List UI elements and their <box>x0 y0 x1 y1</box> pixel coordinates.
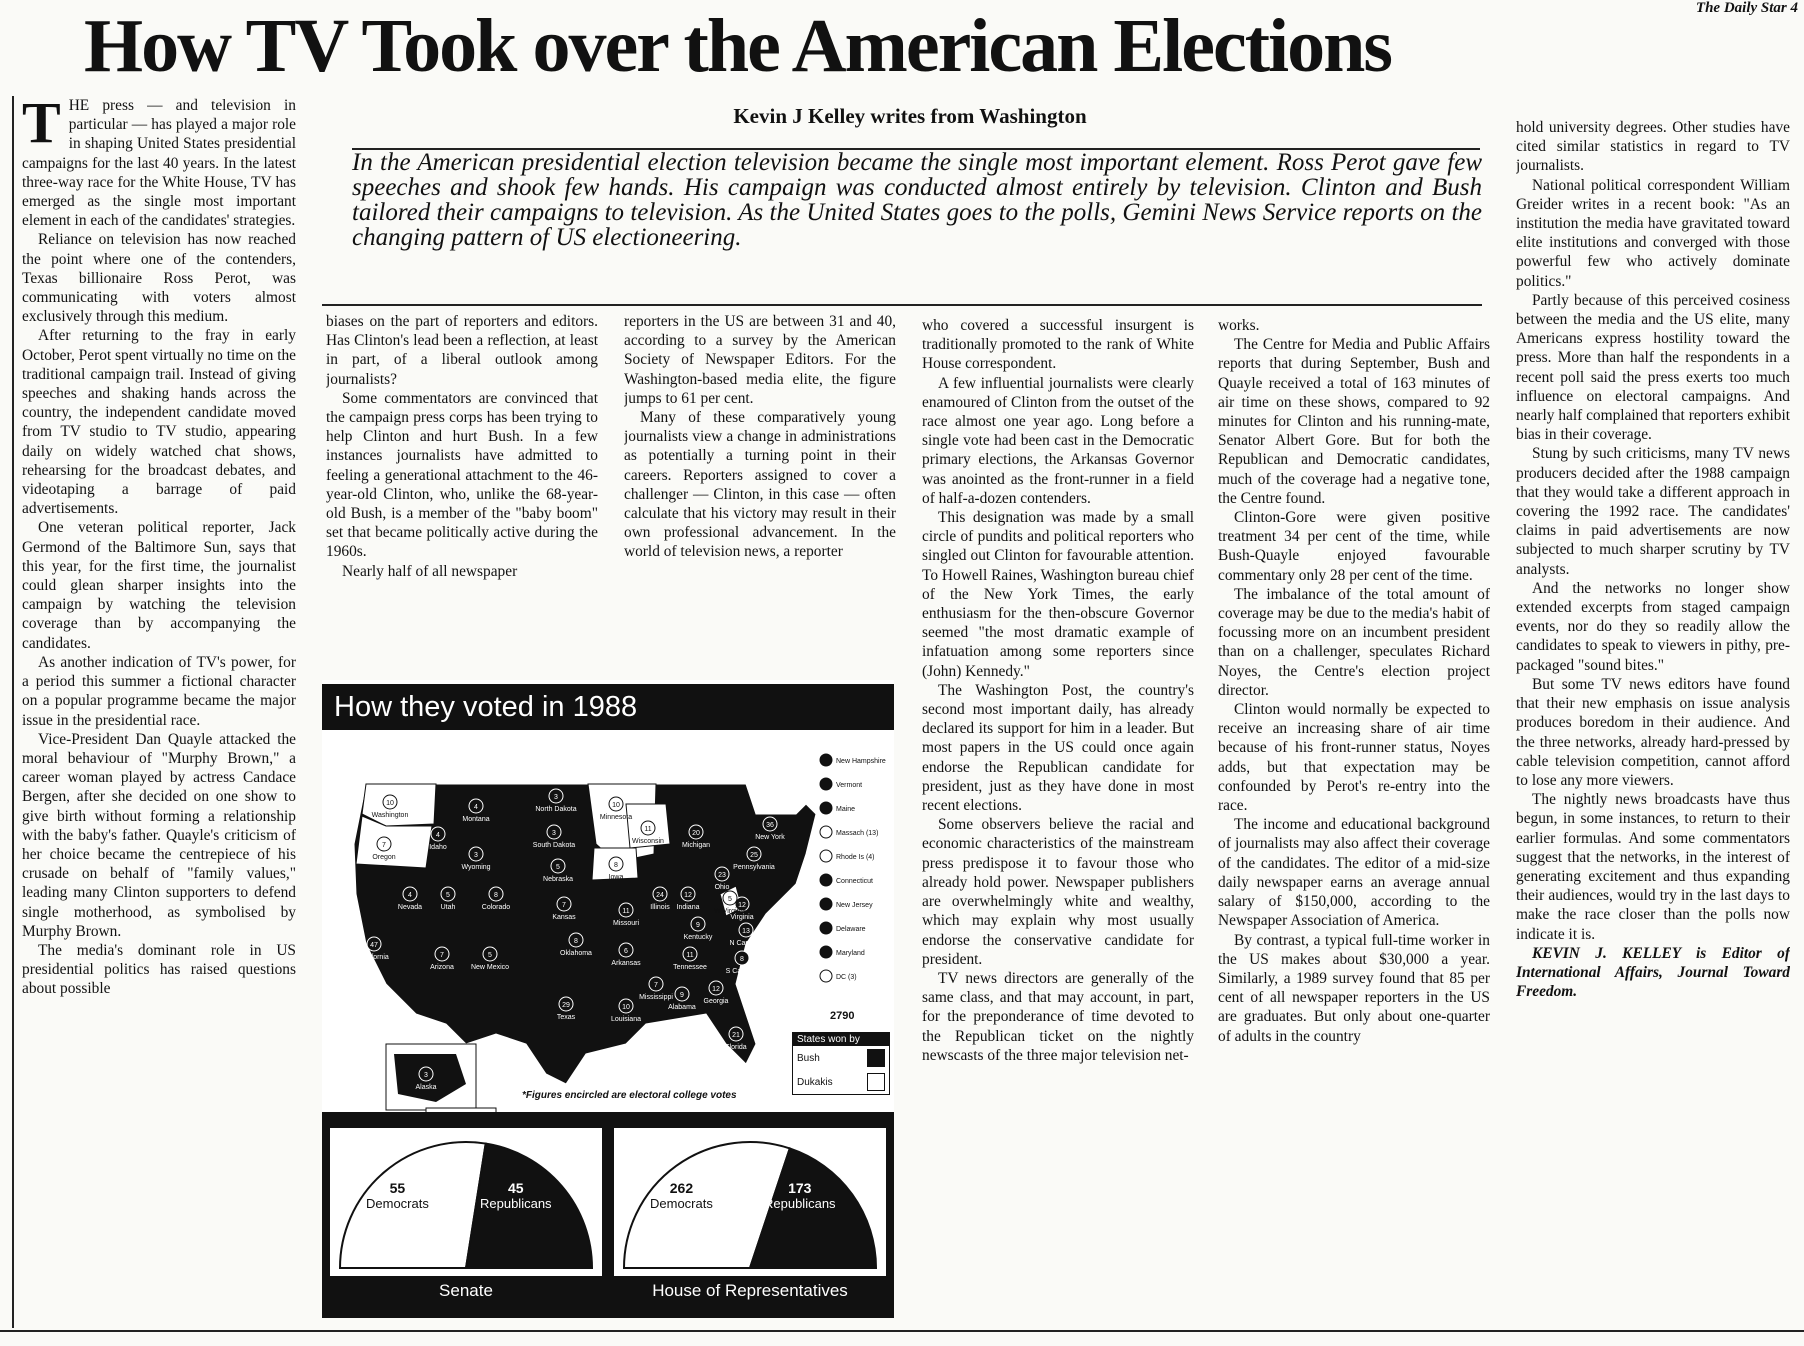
state-ev-value: 3 <box>474 852 478 859</box>
column-2 <box>326 312 598 652</box>
state-name: Arkansas <box>611 960 641 967</box>
state-ev-value: 11 <box>644 826 652 833</box>
state-name: W Virginia <box>714 908 746 915</box>
state-name: Missouri <box>612 920 640 927</box>
paragraph: who covered a successful insurgent is traditionally promoted to the rank of White House correspondent. <box>922 317 1194 373</box>
paragraph: Nearly half of all newspaper <box>342 562 518 580</box>
paragraph: Reliance on television has now reached the point where one of the contenders, Texas billionaire Ross Perot, was communicating with voters almost exclusively through this medium. <box>22 231 296 326</box>
state-ev-value: 11 <box>622 908 630 915</box>
side-state-marker <box>820 946 832 958</box>
author-bio: KEVIN J. KELLEY is Editor of International Affairs, Journal Toward Freedom. <box>1516 944 1790 1001</box>
side-state-marker <box>820 826 832 838</box>
legend-dukakis-swatch <box>867 1073 885 1091</box>
senate-dem-label: Democrats <box>366 1196 429 1211</box>
house-rep <box>764 1180 836 1211</box>
state-name: Tennessee <box>673 964 707 971</box>
state-ev-value: 3 <box>554 794 558 801</box>
paragraph: reporters in the US are between 31 and 40, according to a survey by the American Society of Newspaper Editors. For the Washington-based media elite, the figure jumps to 61 per cent. <box>624 313 896 407</box>
state-name: Nevada <box>397 904 423 911</box>
state-ev-value: 5 <box>728 896 732 903</box>
state-ev-value: 12 <box>738 902 746 909</box>
state-ev-value: 4 <box>408 892 412 899</box>
side-state-name: Connecticut <box>836 878 873 885</box>
state-ev-value: 25 <box>750 852 758 859</box>
state-name: Alaska <box>415 1084 437 1091</box>
state-ev-value: 7 <box>440 952 444 959</box>
state-ev-value: 24 <box>656 892 664 899</box>
state-name: Kentucky <box>683 934 713 941</box>
paragraph: Many of these comparatively young journalists view a change in administrations as potentially a turning point in their careers. Reporters assigned to cover a challenger — Clinton, in this case — often calculate that his victory may result in their own professional advancement. In the world of television news, a reporter <box>624 409 896 561</box>
state-ev-value: 12 <box>712 986 720 993</box>
state-name: Montana <box>462 816 490 823</box>
senate-dem <box>366 1180 429 1211</box>
house-dem-label: Democrats <box>650 1196 713 1211</box>
senate-label: Senate <box>330 1276 602 1306</box>
paragraph: The nightly news broadcasts have thus begun, in some instances, to return to their earlier formulas. And some commentators suggest that the networks, in the interest of generating excitement and thus expanding their audiences, would try in the last days to make the race closer than the polls now indicate it is. <box>1516 791 1790 943</box>
state-name: Indiana <box>676 904 700 911</box>
side-state-name: Maine <box>836 806 856 813</box>
state-ev-value: 47 <box>370 942 378 949</box>
paragraph: But some TV news editors have found that their new emphasis on issue analysis produces boredom in their audience. And the three networks, already hard-pressed by cable television competition, cannot afford to lose any more viewers. <box>1516 675 1790 789</box>
state-name: Wisconsin <box>632 838 664 845</box>
paragraph: After returning to the fray in early October, Perot spent virtually no time on the traditional campaign trail. Instead of giving speeches and shaking hands across the country, the independent candidate moved from TV studio to TV studio, appearing daily on widely watched chat shows, rehearsing for the broadcast debates, and videotaping a barrage of paid advertisements. <box>22 327 296 518</box>
paragraph: HE press — and television in particular — has played a major role in shaping United States presidential campaigns for the last 40 years. In the latest three-way race for the White House, TV has emerged as the single most important element in each of the candidates' strategies. <box>22 97 296 230</box>
paragraph: One veteran political reporter, Jack Germond of the Baltimore Sun, says that this year, for the first time, the journalist could glean sharper insights into the campaign by watching the television coverage than by accompanying the candidates. <box>22 519 296 652</box>
state-name: Texas <box>556 1014 576 1021</box>
state-name: Illinois <box>650 904 670 911</box>
house-dem-value: 262 <box>669 1180 694 1196</box>
senate-rep-label: Republicans <box>480 1196 552 1211</box>
column-5 <box>1218 316 1490 1330</box>
state-name: North Dakota <box>535 806 577 813</box>
paragraph: And the networks no longer show extended excerpts from staged campaign events, nor do they so readily allow the candidates to speak to viewers in pithy, pre-packaged "sound bites." <box>1516 579 1790 674</box>
side-state-name: New Hampshire <box>836 758 886 765</box>
senate-chart <box>330 1128 602 1306</box>
state-ev-value: 10 <box>386 800 394 807</box>
state-name: Michigan <box>681 842 711 849</box>
state-ev-value: 7 <box>382 842 386 849</box>
state-ev-value: 12 <box>684 892 692 899</box>
paragraph: The Centre for Media and Public Affairs reports that during September, Bush and Quayle received a total of 163 minutes of air time on these shows, compared to 92 minutes for Clinton and his running-mate, Senator Albert Gore. But for both the Republican and Democratic candidates, much of the coverage had a negative tone, the Centre found. <box>1218 336 1490 507</box>
legend-bush-swatch <box>867 1049 885 1067</box>
legend-header: States won by <box>793 1033 889 1046</box>
state-name: Florida <box>725 1044 747 1051</box>
state-name: Minnesota <box>599 814 633 821</box>
paragraph: TV news directors are generally of the same class, and that may account, in part, for the preponderance of time devoted to the Republican ticket on the nightly newscasts of the three major television net- <box>922 969 1194 1064</box>
side-state-marker <box>820 850 832 862</box>
paragraph: Some commentators are convinced that the campaign press corps has been trying to help Clinton and hurt Bush. In a few instances journalists have admitted to feeling a generational attachment to the 46-year-old Clinton, who, unlike the 68-year-old Bush, is a member of the "baby boom" set that became politically active during the 1960s. <box>326 389 598 561</box>
state-ev-value: 5 <box>446 892 450 899</box>
house-label: House of Representatives <box>614 1276 886 1306</box>
state-ev-value: 9 <box>696 922 700 929</box>
state-ev-value: 10 <box>622 1004 630 1011</box>
state-name: Pennsylvania <box>733 864 775 871</box>
footer-rule <box>0 1330 1804 1332</box>
state-ev-value: 3 <box>552 830 556 837</box>
state-name: Arizona <box>430 964 454 971</box>
state-name: Ohio <box>714 884 730 891</box>
state-ev-value: 4 <box>436 832 440 839</box>
state-ev-value: 6 <box>624 948 628 955</box>
state-name: Washington <box>371 812 409 819</box>
side-state-name: Rhode Is (4) <box>836 854 875 861</box>
state-ev-value: 7 <box>654 982 658 989</box>
state-ev-value: 9 <box>680 992 684 999</box>
state-name: Colorado <box>481 904 511 911</box>
column-3 <box>624 312 896 652</box>
headline: How TV Took over the American Elections <box>84 4 1391 88</box>
state-name: Nebraska <box>543 876 573 883</box>
paragraph: The income and educational background of journalists may also affect their coverage of the candidates. The editor of a mid-size daily newspaper earns an average annual salary of $150,000, according to the Newspaper Association of America. <box>1218 816 1490 930</box>
paragraph: Partly because of this perceived cosiness between the media and the US elite, many Americans express hostility toward the press. More than half the respondents in a recent poll said the press exerts too much influence on electoral campaigns. And nearly half complained that reporters exhibit bias in their coverage. <box>1516 291 1790 444</box>
state-ev-value: 23 <box>718 872 726 879</box>
state-ev-value: 11 <box>686 952 694 959</box>
election-graphic <box>322 680 894 1318</box>
drop-cap: T <box>22 96 61 155</box>
senate-dem-value: 55 <box>389 1180 406 1196</box>
state-name: Oregon <box>372 854 396 861</box>
paragraph: The media's dominant role in US presidential politics has raised questions about possible <box>22 941 296 998</box>
state-ev-value: 4 <box>474 804 478 811</box>
legend-bush-label: Bush <box>797 1052 820 1064</box>
column-6 <box>1516 118 1790 1330</box>
legend-dukakis-label: Dukakis <box>797 1076 833 1088</box>
map-legend <box>792 1032 890 1095</box>
state-name: Georgia <box>703 998 729 1005</box>
state-name: Louisiana <box>611 1016 641 1023</box>
side-state-name: Vermont <box>836 782 863 789</box>
state-ev-value: 8 <box>494 892 498 899</box>
side-state-name: Massach (13) <box>836 830 879 837</box>
column-1 <box>22 96 296 1328</box>
page-tag: The Daily Star 4 <box>1695 0 1798 16</box>
state-name: Mississippi <box>639 994 673 1001</box>
side-state-marker <box>820 922 832 934</box>
state-name: Kansas <box>552 914 576 921</box>
paragraph: Some observers believe the racial and economic characteristics of the mainstream press predispose it to favour those who already hold power. Newspaper publishers are overwhelmingly white and wealthy, which may explain why most usually endorse the conservative candidate for president. <box>922 816 1194 968</box>
state-name: New Mexico <box>470 964 510 971</box>
senate-rep-value: 45 <box>507 1180 524 1196</box>
paragraph: Clinton would normally be expected to receive an increasing share of air time because of his front-runner status, Noyes adds, but that expectation may be confounded by Perot's re-entry into the race. <box>1218 701 1490 815</box>
state-ev-value: 29 <box>562 1002 570 1009</box>
paragraph: Stung by such criticisms, many TV news producers decided after the 1988 campaign that they would take a different approach in covering the 1992 race. The candidates' claims in paid advertisements are now subjected to much sharper scrutiny by TV analysts. <box>1516 445 1790 578</box>
state-name: S Carolina <box>725 968 759 975</box>
senate-rep <box>480 1180 552 1211</box>
us-election-map <box>326 744 890 1174</box>
side-state-marker <box>820 802 832 814</box>
paragraph: National political correspondent William Greider writes in a recent book: "As an institution the media have gravitated toward elite institutions and converged with those powerful few who actively dominate politics." <box>1516 176 1790 290</box>
state-name: Wyoming <box>461 864 491 871</box>
state-ev-value: 13 <box>742 928 750 935</box>
graphic-title: How they voted in 1988 <box>322 684 894 730</box>
state-ev-value: 36 <box>766 822 774 829</box>
state-ev-value: 10 <box>612 802 620 809</box>
side-state-name: DC (3) <box>836 974 857 981</box>
paragraph: This designation was made by a small circle of pundits and political reporters who singled out Clinton for favourable attention. To Howell Raines, Washington bureau chief of the New York Times, the early enthusiasm for the then-obscure Governor seemed "the most dramatic example of infatuation among some reporters since (John) Kennedy." <box>922 509 1194 680</box>
left-rule <box>12 96 14 1328</box>
paragraph: Clinton-Gore were given positive treatment 34 per cent of the time, while Bush-Quayle enjoyed favourable commentary only 28 per cent of the time. <box>1218 509 1490 584</box>
state-ev-value: 8 <box>740 956 744 963</box>
side-state-marker <box>820 898 832 910</box>
state-name: Utah <box>440 904 456 911</box>
state-ev-value: 20 <box>692 830 700 837</box>
side-state-marker <box>820 970 832 982</box>
state-name: Oklahoma <box>560 950 592 957</box>
house-chart <box>614 1128 886 1306</box>
state-ev-value: 8 <box>574 938 578 945</box>
paragraph: The imbalance of the total amount of coverage may be due to the media's habit of focussing more on an incumbent president than on a challenger, speculates Richard Noyes, the Centre's election project director. <box>1218 585 1490 699</box>
legend-row-dukakis <box>793 1070 889 1094</box>
map-footnote: *Figures encircled are electoral college votes <box>522 1090 737 1101</box>
column-4 <box>922 316 1194 1330</box>
house-rep-value: 173 <box>788 1180 812 1196</box>
paragraph: The Washington Post, the country's second most important daily, has already declared its support for him in a leader. But most papers in the US could once again endorse the Republican candidate for president, just as they have done in most recent elections. <box>922 681 1194 815</box>
state-name: N Carolina <box>729 940 763 947</box>
state-name: Virginia <box>730 914 754 921</box>
side-state-marker <box>820 754 832 766</box>
state-ev-value: 7 <box>562 902 566 909</box>
house-rep-label: Republicans <box>764 1196 836 1211</box>
paragraph: By contrast, a typical full-time worker in the US makes about $30,000 a year. Similarly, a 1989 survey found that 85 per cent of all newspaper reporters in the US are graduates. But only about one-quarter of adults in the country <box>1218 931 1490 1045</box>
state-ev-value: 5 <box>488 952 492 959</box>
paragraph: Vice-President Dan Quayle attacked the moral behaviour of "Murphy Brown," a career woman played by actress Candace Bergen, after she decided on one show to give birth without forming a relationship with the baby's father. Quayle's criticism of her choice became the centrepiece of his crusade on behalf of "family values," leading many Clinton supporters to defend single motherhood, as symbolised by Murphy Brown. <box>22 730 296 940</box>
byline: Kevin J Kelley writes from Washington <box>733 104 1087 128</box>
standfirst: In the American presidential election television became the single most important element. Ross Perot gave few speeches and shook few hands. His campaign was conducted almost entirely by television. Clinton and Bush tailored their campaigns to television. As the United States goes to the polls, Gemini News Service reports on the changing pattern of US electioneering. <box>352 149 1482 251</box>
state-name: New York <box>755 834 785 841</box>
paragraph: works. <box>1218 317 1260 334</box>
side-state-name: Delaware <box>836 926 866 933</box>
state-name: Idaho <box>429 844 447 851</box>
state-ev-value: 21 <box>732 1032 740 1039</box>
state-name: South Dakota <box>532 842 576 849</box>
legend-row-bush <box>793 1046 889 1070</box>
state-name: California <box>359 954 389 961</box>
state-name: Alabama <box>668 1004 696 1011</box>
paragraph: As another indication of TV's power, for a period this summer a fictional character on a popular programme became the major issue in the presidential race. <box>22 653 296 729</box>
state-ev-value: 5 <box>556 864 560 871</box>
side-state-marker <box>820 874 832 886</box>
map-dukakis-washington <box>362 784 436 826</box>
state-ev-value: 3 <box>424 1072 428 1079</box>
paragraph: hold university degrees. Other studies have cited similar statistics in regard to TV journalists. <box>1516 119 1790 175</box>
side-state-marker <box>820 778 832 790</box>
side-state-name: New Jersey <box>836 902 873 909</box>
electoral-total: 2790 <box>830 1010 855 1022</box>
state-name: Iowa <box>608 874 624 881</box>
paragraph: biases on the part of reporters and editors. Has Clinton's lead been a reflection, at least in part, of a liberal outlook among journalists? <box>326 313 598 388</box>
paragraph: A few influential journalists were clearly enamoured of Clinton from the outset of the race almost one year ago. Long before a single vote had been cast in the Democratic primary elections, the Arkansas Governor was anointed as the front-runner in a field of half-a-dozen contenders. <box>922 374 1194 507</box>
standfirst-bottom-rule <box>322 304 1482 306</box>
house-dem <box>650 1180 713 1211</box>
state-ev-value: 8 <box>614 862 618 869</box>
side-state-name: Maryland <box>836 950 865 957</box>
